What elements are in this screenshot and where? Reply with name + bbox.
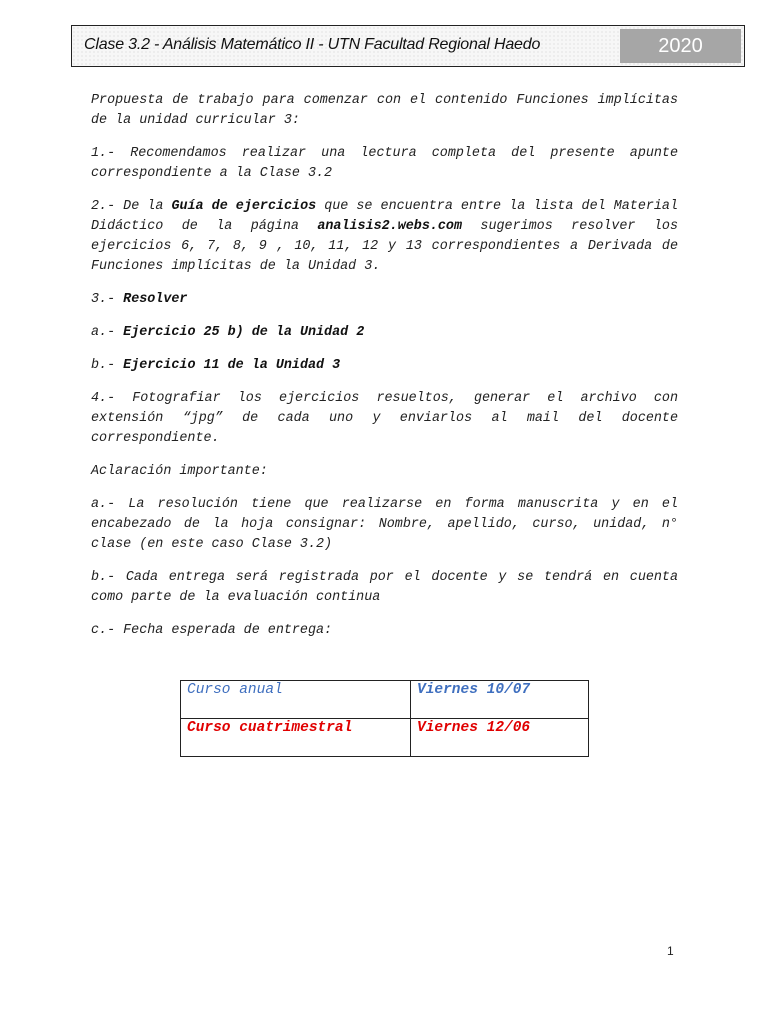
exercise-guide-label: Guía de ejercicios [171,199,317,214]
item-2-paragraph [91,197,678,277]
course-cell: Curso cuatrimestral [181,719,411,757]
note-title: Aclaración importante: [91,464,268,479]
item-3a-paragraph [91,323,678,343]
intro-paragraph: Propuesta de trabajo para comenzar con el contenido Funciones implícitas de la unidad curricular 3: [91,93,678,128]
item-3b-label: Ejercicio 11 de la Unidad 3 [123,358,341,373]
page-header [71,25,745,67]
note-b-paragraph: b.- Cada entrega será registrada por el docente y se tendrá en cuenta como parte de la evaluación continua [91,570,678,605]
item-1-paragraph: 1.- Recomendamos realizar una lectura completa del presente apunte correspondiente a la Clase 3.2 [91,146,678,181]
date-cell: Viernes 12/06 [411,719,589,757]
item-3-paragraph [91,290,678,310]
item-3a-prefix: a.- [91,325,124,340]
item-3b-prefix: b.- [91,358,124,373]
item-3-prefix: 3.- [91,292,124,307]
website-name: analisis2.webs.com [317,219,463,234]
item-2-text-a: 2.- De la [91,199,172,214]
item-4-paragraph: 4.- Fotografiar los ejercicios resueltos, generar el archivo con extensión “jpg” de cada uno y enviarlos al mail del docente correspondiente. [91,391,678,446]
schedule-table [180,680,589,757]
document-body [91,91,678,654]
item-3a-label: Ejercicio 25 b) de la Unidad 2 [123,325,365,340]
table-row-annual [181,681,589,719]
note-a-paragraph: a.- La resolución tiene que realizarse en forma manuscrita y en el encabezado de la hoja consignar: Nombre, apellido, curso, unidad, n° clase (en este caso Clase 3.2) [91,497,678,552]
item-2-text-b: que se encuentra entre la lista del Material Didáctico de la página [91,199,678,234]
header-title: Clase 3.2 - Análisis Matemático II - UTN Facultad Regional Haedo [84,36,541,53]
table-row-quarterly [181,719,589,757]
schedule-table-container [180,680,589,757]
header-year-badge: 2020 [620,29,741,63]
page-number: 1 [667,944,674,958]
course-cell: Curso anual [181,681,411,719]
date-cell: Viernes 10/07 [411,681,589,719]
item-2-text-c: sugerimos resolver los ejercicios 6, 7, 8, 9 , 10, 11, 12 y 13 correspondientes a Derivada de Funciones implícitas de la Unidad 3. [91,219,678,274]
item-3b-paragraph [91,356,678,376]
note-c-paragraph: c.- Fecha esperada de entrega: [91,623,333,638]
item-3-label: Resolver [123,292,188,307]
